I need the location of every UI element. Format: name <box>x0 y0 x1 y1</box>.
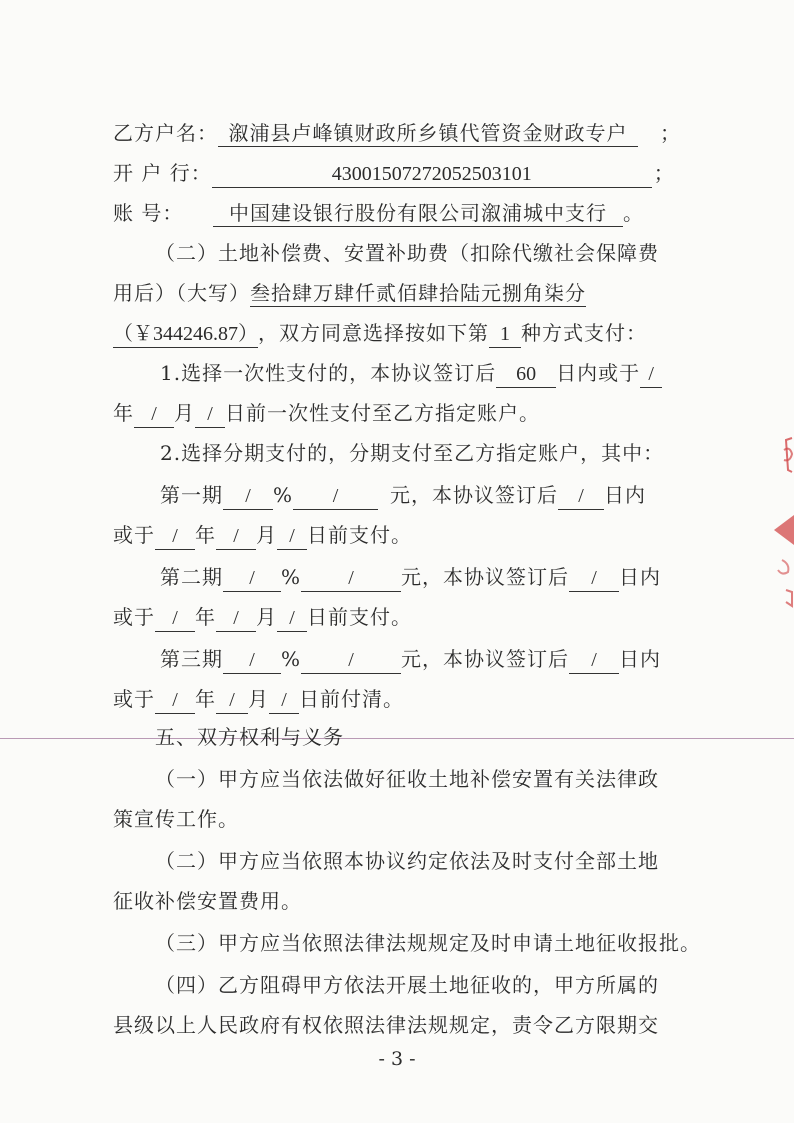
installment-3-rinei: 日内 <box>619 647 662 671</box>
account-no-label: 账 号： <box>113 201 184 225</box>
installment-2-days: / <box>569 565 619 592</box>
account-bank-end: ； <box>653 161 675 185</box>
installment-1-yue: 月 <box>256 523 277 547</box>
section5-item2-line2: 征收补偿安置费用。 <box>113 889 302 913</box>
account-no-end: 。 <box>623 201 644 225</box>
section5-item2-line1: （二）甲方应当依照本协议约定依法及时支付全部土地 <box>155 849 659 873</box>
account-name-line <box>113 118 794 148</box>
installment-2-yue: 月 <box>256 605 277 629</box>
account-name-value: 溆浦县卢峰镇财政所乡镇代管资金财政专户 <box>218 120 638 147</box>
installment-3-huoyu: 或于 <box>113 687 155 711</box>
section2-line3 <box>113 318 794 348</box>
installment-3-yue: 月 <box>248 687 269 711</box>
section2-line1: （二）土地补偿费、安置补助费（扣除代缴社会保障费 <box>155 241 659 265</box>
installment-3-pct-fill: / <box>223 647 281 674</box>
option1-text-b: 日内或于 <box>556 361 641 385</box>
installment-1-month: / <box>216 523 256 550</box>
installment-1-line1 <box>160 480 794 510</box>
installment-1-nian: 年 <box>195 523 216 547</box>
installment-2-month: / <box>216 605 256 632</box>
installment-2-label: 第二期 <box>160 565 223 589</box>
option1-slash: / <box>640 361 662 388</box>
installment-3-yuan: 元，本协议签订后 <box>401 647 570 671</box>
installment-2-pct-fill: / <box>223 565 281 592</box>
option1-text: 1.选择一次性支付的，本协议签订后 <box>160 361 497 385</box>
installment-2-pct: % <box>281 565 302 589</box>
account-bank-line <box>113 158 794 188</box>
account-no-line <box>113 198 794 228</box>
installment-3-pay: 日前付清。 <box>299 687 404 711</box>
installment-2-day: / <box>277 605 307 632</box>
installment-1-rinei: 日内 <box>604 483 647 507</box>
section5-heading: 五、双方权利与义务 <box>155 725 344 749</box>
installment-2-year: / <box>155 605 195 632</box>
installment-2-nian: 年 <box>195 605 216 629</box>
installment-2-line2 <box>113 602 794 632</box>
section5-item1-line1: （一）甲方应当依法做好征收土地补偿安置有关法律政 <box>155 767 659 791</box>
installment-1-amount: / <box>293 483 378 510</box>
account-bank-value: 430015072720525031​01 <box>212 161 652 188</box>
installment-3-year: / <box>155 687 195 714</box>
installment-2-pay: 日前支付。 <box>307 605 412 629</box>
installment-1-year: / <box>155 523 195 550</box>
page-number: - 3 - <box>378 1048 416 1070</box>
account-bank-label: 开 户 行： <box>113 161 212 185</box>
account-name-end: ； <box>660 121 681 145</box>
installment-1-pay: 日前支付。 <box>307 523 412 547</box>
installment-1-label: 第一期 <box>160 483 223 507</box>
installment-2-line1 <box>160 562 794 592</box>
installment-3-line1 <box>160 644 794 674</box>
account-no-value: 中国建设银行股份有限公司溆浦城中支行 <box>213 200 623 227</box>
payment-method-choice: 1 <box>489 321 521 348</box>
installment-2-huoyu: 或于 <box>113 605 155 629</box>
installment-2-yuan: 元，本协议签订后 <box>401 565 570 589</box>
installment-3-days: / <box>569 647 619 674</box>
option1-month: 月 <box>174 401 195 425</box>
installment-1-pct: % <box>273 483 294 507</box>
installment-2-amount: / <box>301 565 401 592</box>
option1-year: 年 <box>113 401 134 425</box>
installment-1-line2 <box>113 520 794 550</box>
section5-item3: （三）甲方应当依照法律法规规定及时申请土地征收报批。 <box>155 931 701 955</box>
installment-3-month: / <box>216 687 248 714</box>
installment-1-day: / <box>277 523 307 550</box>
installment-3-amount: / <box>301 647 401 674</box>
section2-line2 <box>113 278 794 308</box>
installment-2-rinei: 日内 <box>619 565 662 589</box>
installment-1-days: / <box>558 483 604 510</box>
section2-line3-text: ，双方同意选择按如下第 <box>258 321 489 345</box>
installment-3-nian: 年 <box>195 687 216 711</box>
amount-in-figures: （￥344246.87） <box>113 321 258 348</box>
option2-intro: 2.选择分期支付的，分期支付至乙方指定账户，其中： <box>160 441 665 465</box>
section5-item4-line1: （四）乙方阻碍甲方依法开展土地征收的，甲方所属的 <box>155 973 659 997</box>
installment-1-pct-fill: / <box>223 483 273 510</box>
installment-3-pct: % <box>281 647 302 671</box>
section5-item1-line2: 策宣传工作。 <box>113 807 239 831</box>
option1-rest: 日前一次性支付至乙方指定账户。 <box>225 401 540 425</box>
amount-in-words: 叁拾肆万肆仟贰佰肆拾陆元捌角柒分 <box>250 281 586 305</box>
option1-days: 60 <box>496 361 556 388</box>
option1-line1 <box>160 358 794 388</box>
installment-1-huoyu: 或于 <box>113 523 155 547</box>
installment-1-yuan: 元，本协议签订后 <box>390 483 559 507</box>
seal-fragment-icon <box>764 430 794 610</box>
installment-3-line2 <box>113 684 794 714</box>
section2-line2-prefix: 用后）（大写） <box>113 281 250 305</box>
installment-3-day: / <box>269 687 299 714</box>
account-name-label: 乙方户名： <box>113 121 218 145</box>
installment-3-label: 第三期 <box>160 647 223 671</box>
option1-line2 <box>113 398 794 428</box>
option1-day-fill: / <box>195 401 225 428</box>
section5-item4-line2: 县级以上人民政府有权依照法律法规规定，责令乙方限期交 <box>113 1013 659 1037</box>
section2-line3-end: 种方式支付： <box>521 321 647 345</box>
option1-year-fill: / <box>134 401 174 428</box>
